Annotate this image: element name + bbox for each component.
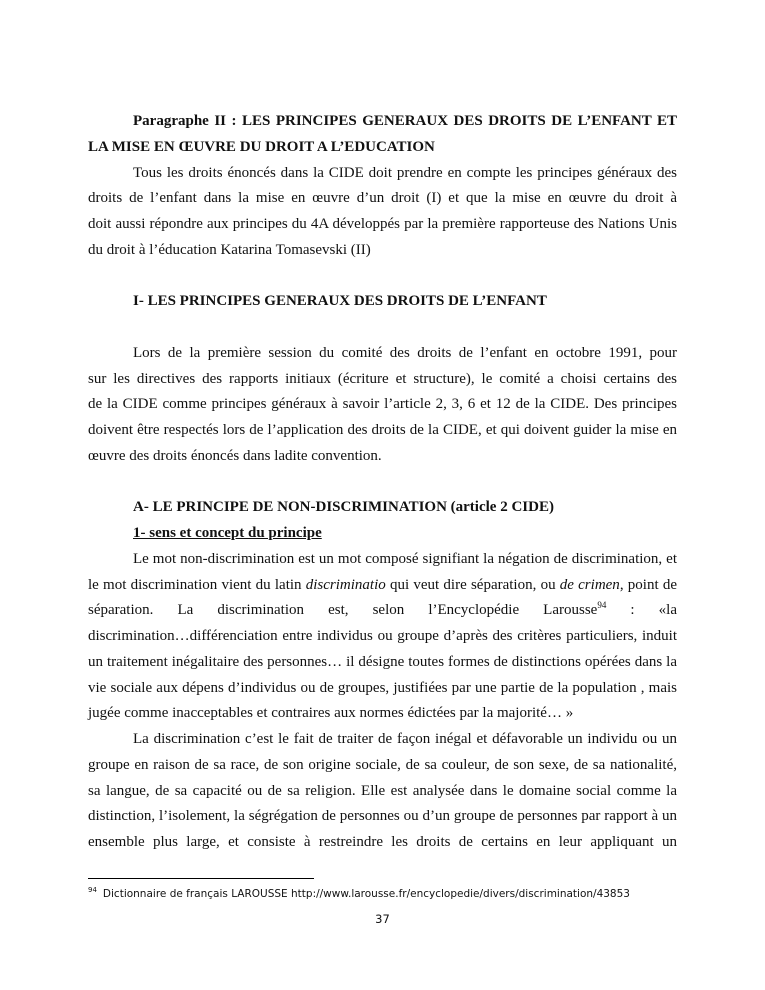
section-heading xyxy=(88,495,677,521)
page-number: 37 xyxy=(375,912,390,926)
text-line xyxy=(88,547,677,573)
text-line xyxy=(88,804,677,830)
footnote xyxy=(88,888,630,900)
text-run: LA MISE EN ŒUVRE DU DROIT A L’EDUCATION xyxy=(88,138,435,155)
text-run: 1- sens et concept du principe xyxy=(133,525,322,541)
text-run: séparation. La discrimination est, selon l’Encyclopédie Larousse xyxy=(88,602,598,619)
text-run: œuvre des droits énoncés dans ladite convention. xyxy=(88,447,382,464)
text-line xyxy=(88,289,677,315)
blank-line xyxy=(88,264,677,290)
section-heading xyxy=(88,109,677,161)
text-run: : «la xyxy=(606,602,677,619)
text-line xyxy=(88,135,677,161)
text-run: ensemble plus large, et consiste à restreindre les droits de certains en leur appliquant un xyxy=(88,834,677,850)
text-run: Tous les droits énoncés dans la CIDE doit prendre en compte les principes généraux des xyxy=(133,164,677,181)
text-run: de la CIDE comme principes généraux à savoir l’article 2, 3, 6 et 12 de la CIDE. Des principes xyxy=(88,396,677,413)
paragraph xyxy=(88,341,677,470)
text-line xyxy=(88,753,677,779)
text-line xyxy=(88,109,677,135)
text-run: La discrimination c’est le fait de traiter de façon inégal et défavorable un individu ou un xyxy=(133,731,677,747)
blank-line xyxy=(88,315,677,341)
text-line xyxy=(88,444,677,470)
subheading xyxy=(88,521,677,547)
text-line xyxy=(88,367,677,393)
footnote-reference: 94 xyxy=(597,600,607,611)
text-line xyxy=(88,392,677,418)
text-run: I- LES PRINCIPES GENERAUX DES DROITS DE L’ENFANT xyxy=(133,293,547,310)
text-run: vie sociale aux dépens d’individus ou de groupes, justifiées par une partie de la population , mais xyxy=(88,679,677,696)
footnote-number: 94 xyxy=(88,886,97,894)
text-run: Le mot non-discrimination est un mot composé signifiant la négation de discrimination, et xyxy=(133,550,677,567)
text-line xyxy=(88,727,677,753)
text-run: Paragraphe II : LES PRINCIPES GENERAUX DES DROITS DE L’ENFANT ET xyxy=(133,113,677,129)
text-line xyxy=(88,624,677,650)
text-line xyxy=(88,495,677,521)
text-run: droits de l’enfant dans la mise en œuvre d’un droit (I) et que la mise en œuvre du droit à xyxy=(88,190,677,207)
text-line xyxy=(88,418,677,444)
text-run: Lors de la première session du comité des droits de l’enfant en octobre 1991, pour xyxy=(133,344,677,361)
text-run: doit aussi répondre aux principes du 4A développés par la première rapporteuse des Nations Unis xyxy=(88,216,677,232)
text-run: de crimen xyxy=(559,576,620,593)
text-run: A- LE PRINCIPE DE NON-DISCRIMINATION (article 2 CIDE) xyxy=(133,499,554,516)
text-run: jugée comme inacceptables et contraires aux normes édictées par la majorité… » xyxy=(88,705,574,722)
text-line xyxy=(88,573,677,599)
text-run: doivent être respectés lors de l’application des droits de la CIDE, et qui doivent guider la mise en xyxy=(88,422,677,438)
footnote-text: Dictionnaire de français LAROUSSE http://www.larousse.fr/encyclopedie/divers/discrimination/43853 xyxy=(102,888,630,900)
text-line xyxy=(88,650,677,676)
text-run: sa langue, de sa capacité ou de sa religion. Elle est analysée dans le domaine social comme la xyxy=(88,782,677,799)
paragraph xyxy=(88,727,677,856)
text-line xyxy=(88,212,677,238)
blank-line xyxy=(88,470,677,496)
text-run: qui veut dire séparation, ou xyxy=(385,576,560,593)
text-run: un traitement inégalitaire des personnes… il désigne toutes formes de distinctions opérées dans la xyxy=(88,653,677,670)
document-body xyxy=(88,109,677,856)
text-run: le mot discrimination vient du latin xyxy=(88,576,306,593)
text-run: , point de xyxy=(619,576,677,593)
text-line xyxy=(88,186,677,212)
text-run: groupe en raison de sa race, de son origine sociale, de sa couleur, de son sexe, de sa nationalité, xyxy=(88,756,677,773)
text-line xyxy=(88,598,677,624)
text-line xyxy=(88,521,677,547)
footnote-separator xyxy=(88,878,314,879)
text-line xyxy=(88,341,677,367)
text-line xyxy=(88,238,677,264)
text-line xyxy=(88,701,677,727)
text-run: du droit à l’éducation Katarina Tomasevski (II) xyxy=(88,241,371,258)
text-run: distinction, l’isolement, la ségrégation de personnes ou d’un groupe de personnes par rapport à un xyxy=(88,808,677,825)
paragraph xyxy=(88,547,677,727)
text-line xyxy=(88,830,677,856)
text-run: discrimination…différenciation entre individus ou groupe d’après des critères particuliers, induit xyxy=(88,628,677,644)
text-line xyxy=(88,779,677,805)
text-run: sur les directives des rapports initiaux (écriture et structure), le comité a choisi certains des xyxy=(88,370,677,387)
paragraph xyxy=(88,161,677,264)
section-heading xyxy=(88,289,677,315)
text-line xyxy=(88,161,677,187)
text-run: discriminatio xyxy=(305,576,386,593)
text-line xyxy=(88,676,677,702)
